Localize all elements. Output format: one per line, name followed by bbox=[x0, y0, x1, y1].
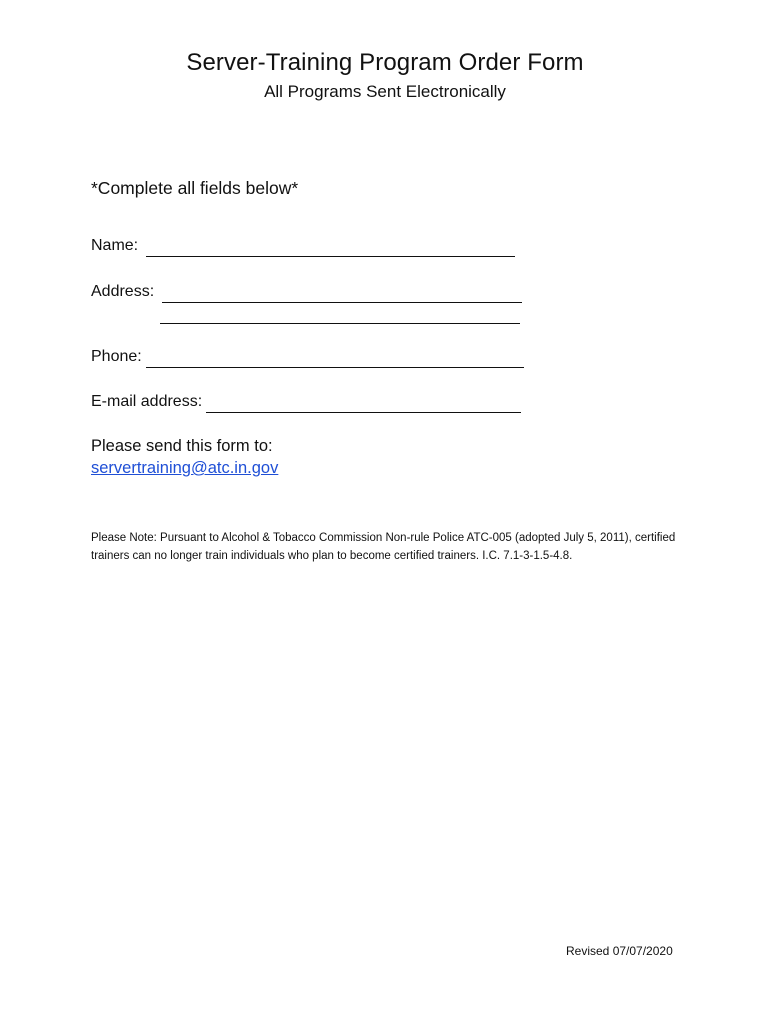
phone-field-line[interactable] bbox=[146, 349, 524, 368]
address-field-line-1[interactable] bbox=[162, 284, 522, 303]
page-subtitle: All Programs Sent Electronically bbox=[264, 82, 506, 101]
email-label: E-mail address: bbox=[91, 393, 203, 410]
phone-field-row bbox=[91, 346, 524, 368]
name-field-line[interactable] bbox=[146, 238, 515, 257]
email-field-row bbox=[91, 391, 521, 413]
name-label: Name: bbox=[91, 237, 139, 254]
address-label: Address: bbox=[91, 283, 155, 300]
email-field-line[interactable] bbox=[206, 394, 521, 413]
phone-label: Phone: bbox=[91, 348, 142, 365]
page-title: Server-Training Program Order Form bbox=[186, 49, 584, 76]
send-form-label: Please send this form to: bbox=[91, 437, 273, 455]
address-field-line-2[interactable] bbox=[160, 305, 520, 324]
contact-email-link[interactable]: servertraining@atc.in.gov bbox=[91, 459, 279, 477]
address-field-row bbox=[91, 281, 522, 303]
instruction-text: *Complete all fields below* bbox=[91, 178, 299, 198]
revised-date: Revised 07/07/2020 bbox=[566, 944, 673, 958]
note-paragraph: Please Note: Pursuant to Alcohol & Tobacco Commission Non-rule Police ATC-005 (adopted July 5, 2011), certified trainers can no longer train individuals who plan to become certified trainers. I.C. 7.1-3-1.5-4.8. bbox=[91, 532, 676, 562]
name-field-row bbox=[91, 235, 515, 257]
